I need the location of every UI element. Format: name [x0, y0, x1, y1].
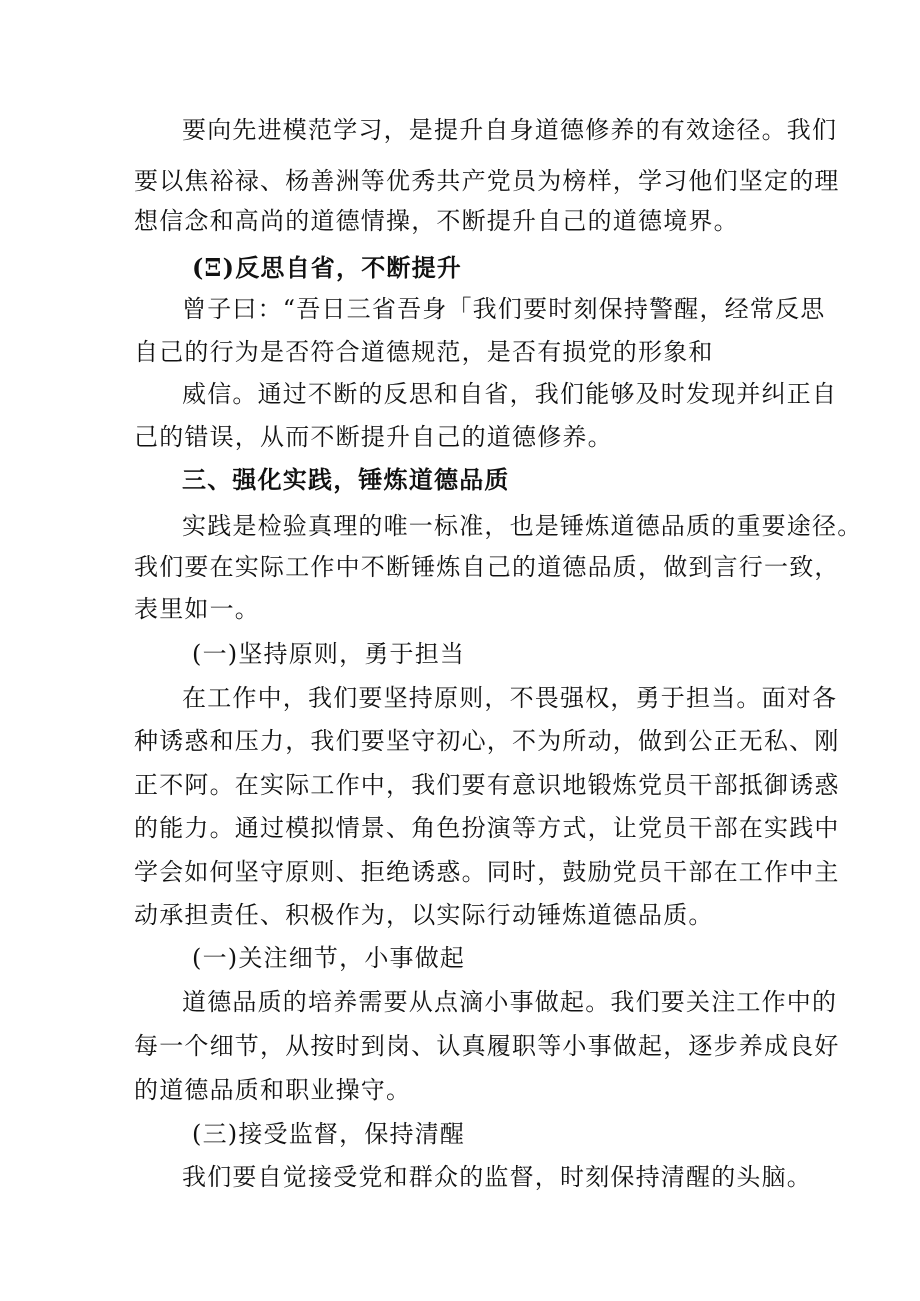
subsection-heading: (一)坚持原则，勇于担当 — [192, 640, 466, 668]
subsection-heading: (三)接受监督，保持清醒 — [192, 1120, 466, 1148]
paragraph-line: 道德品质的培养需要从点滴小事做起。我们要关注工作中的 — [182, 988, 838, 1016]
paragraph-line: 动承担责任、积极作为，以实际行动锤炼道德品质。 — [134, 901, 714, 929]
paragraph-line: 我们要在实际工作中不断锤炼自己的道德品质，做到言行一致， — [134, 553, 840, 581]
paragraph-line: 威信。通过不断的反思和自省，我们能够及时发现并纠正自 — [182, 380, 838, 408]
paragraph-line: 的道德品质和职业操守。 — [134, 1076, 412, 1104]
paragraph-line: 我们要自觉接受党和群众的监督，时刻保持清醒的头脑。 — [182, 1163, 812, 1191]
subsection-heading: (Ξ)反思自省，不断提升 — [192, 253, 462, 282]
section-heading: 三、强化实践，锤炼道德品质 — [182, 465, 510, 494]
paragraph-line: 学会如何坚守原则、拒绝诱惑。同时，鼓励党员干部在工作中主 — [134, 858, 840, 886]
paragraph-line: 自己的行为是否符合道德规范，是否有损党的形象和 — [134, 338, 714, 366]
paragraph-line: 要向先进模范学习，是提升自身道德修养的有效途径。我们 — [182, 116, 838, 144]
paragraph-line: 在工作中，我们要坚持原则，不畏强权，勇于担当。面对各 — [182, 684, 838, 712]
paragraph-line: 要以焦裕禄、杨善洲等优秀共产党员为榜样，学习他们坚定的理 — [134, 167, 840, 195]
paragraph-line: 想信念和高尚的道德情操，不断提升自己的道德境界。 — [134, 207, 739, 235]
subsection-heading: (一)关注细节，小事做起 — [192, 944, 466, 972]
paragraph-line: 己的错误，从而不断提升自己的道德修养。 — [134, 423, 613, 451]
paragraph-line: 种诱惑和压力，我们要坚守初心，不为所动，做到公正无私、刚 — [134, 727, 840, 755]
paragraph-line: 实践是检验真理的唯一标准，也是锤炼道德品质的重要途径。 — [182, 512, 863, 540]
paragraph-line: 曾子曰：“吾日三省吾身「我们要时刻保持警醒，经常反思 — [182, 295, 826, 323]
paragraph-line: 的能力。通过模拟情景、角色扮演等方式，让党员干部在实践中 — [134, 814, 840, 842]
paragraph-line: 每一个细节，从按时到岗、认真履职等小事做起，逐步养成良好 — [134, 1032, 840, 1060]
paragraph-line: 表里如一。 — [134, 595, 260, 623]
paragraph-line: 正不阿。在实际工作中，我们要有意识地锻炼党员干部抵御诱惑 — [134, 771, 840, 799]
